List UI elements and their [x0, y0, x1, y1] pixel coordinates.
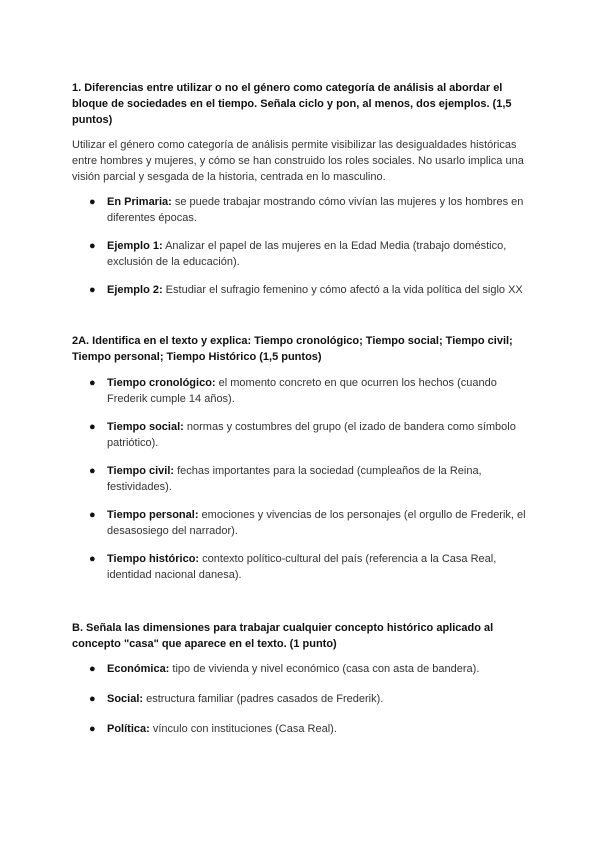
bullet-icon: ● — [89, 240, 96, 252]
section-1-paragraph: Utilizar el género como categoría de análisis permite visibilizar las desigualdades históricas entre hombres y mujeres, y cómo se han construido los roles sociales. No usarlo implica una visión parcial y sesgada de la historia, centrada en lo masculino. — [72, 139, 524, 183]
item-label: Tiempo cronológico: — [107, 377, 216, 389]
list-item — [89, 463, 534, 495]
item-text: fechas importantes para la sociedad (cumpleaños de la Reina, festividades). — [107, 465, 482, 493]
item-label: Ejemplo 1: — [107, 240, 163, 252]
item-label: Económica: — [107, 663, 170, 675]
list-item — [89, 691, 534, 707]
list-item — [89, 375, 534, 407]
bullet-icon: ● — [89, 723, 96, 735]
item-text: Estudiar el sufragio femenino y cómo afectó a la vida política del siglo XX — [162, 284, 523, 296]
item-label: Tiempo civil: — [107, 465, 175, 477]
list-item — [89, 419, 534, 451]
item-text: tipo de vivienda y nivel económico (casa con asta de bandera). — [169, 663, 480, 675]
bullet-icon: ● — [89, 693, 96, 705]
list-item — [89, 661, 534, 677]
bullet-icon: ● — [89, 377, 96, 389]
list-item — [89, 507, 534, 539]
item-label: Social: — [107, 693, 144, 705]
list-item — [89, 551, 534, 583]
item-label: Tiempo personal: — [107, 509, 199, 521]
list-item — [89, 238, 534, 270]
list-item — [89, 194, 534, 226]
item-text: el momento concreto en que ocurren los hechos (cuando Frederik cumple 14 años). — [107, 377, 497, 405]
item-label: En Primaria: — [107, 196, 172, 208]
section-1-heading: 1. Diferencias entre utilizar o no el género como categoría de análisis al abordar el bloque de sociedades en el tiempo. Señala ciclo y pon, al menos, dos ejemplos. (1,5 puntos) — [72, 82, 512, 126]
list-item — [89, 282, 534, 298]
list-item — [89, 721, 534, 737]
bullet-icon: ● — [89, 465, 96, 477]
bullet-icon: ● — [89, 196, 96, 208]
bullet-icon: ● — [89, 421, 96, 433]
item-text: vínculo con instituciones (Casa Real). — [149, 723, 337, 735]
item-label: Política: — [107, 723, 150, 735]
item-label: Tiempo social: — [107, 421, 184, 433]
bullet-icon: ● — [89, 553, 96, 565]
item-label: Tiempo histórico: — [107, 553, 200, 565]
bullet-icon: ● — [89, 284, 96, 296]
section-2-heading: 2A. Identifica en el texto y explica: Tiempo cronológico; Tiempo social; Tiempo civil; Tiempo personal; Tiempo Histórico (1,5 puntos) — [72, 335, 513, 363]
item-label: Ejemplo 2: — [107, 284, 163, 296]
item-text: contexto político-cultural del país (referencia a la Casa Real, identidad nacional danesa). — [107, 553, 497, 581]
bullet-icon: ● — [89, 663, 96, 675]
item-text: se puede trabajar mostrando cómo vivían las mujeres y los hombres en diferentes épocas. — [107, 196, 524, 224]
item-text: Analizar el papel de las mujeres en la Edad Media (trabajo doméstico, exclusión de la educación). — [107, 240, 507, 268]
bullet-icon: ● — [89, 509, 96, 521]
item-text: estructura familiar (padres casados de Frederik). — [143, 693, 384, 705]
item-text: emociones y vivencias de los personajes (el orgullo de Frederik, el desasosiego del narrador). — [107, 509, 526, 537]
section-3-heading: B. Señala las dimensiones para trabajar cualquier concepto histórico aplicado al concepto "casa" que aparece en el texto. (1 punto) — [72, 622, 494, 650]
item-text: normas y costumbres del grupo (el izado de bandera como símbolo patriótico). — [107, 421, 516, 449]
